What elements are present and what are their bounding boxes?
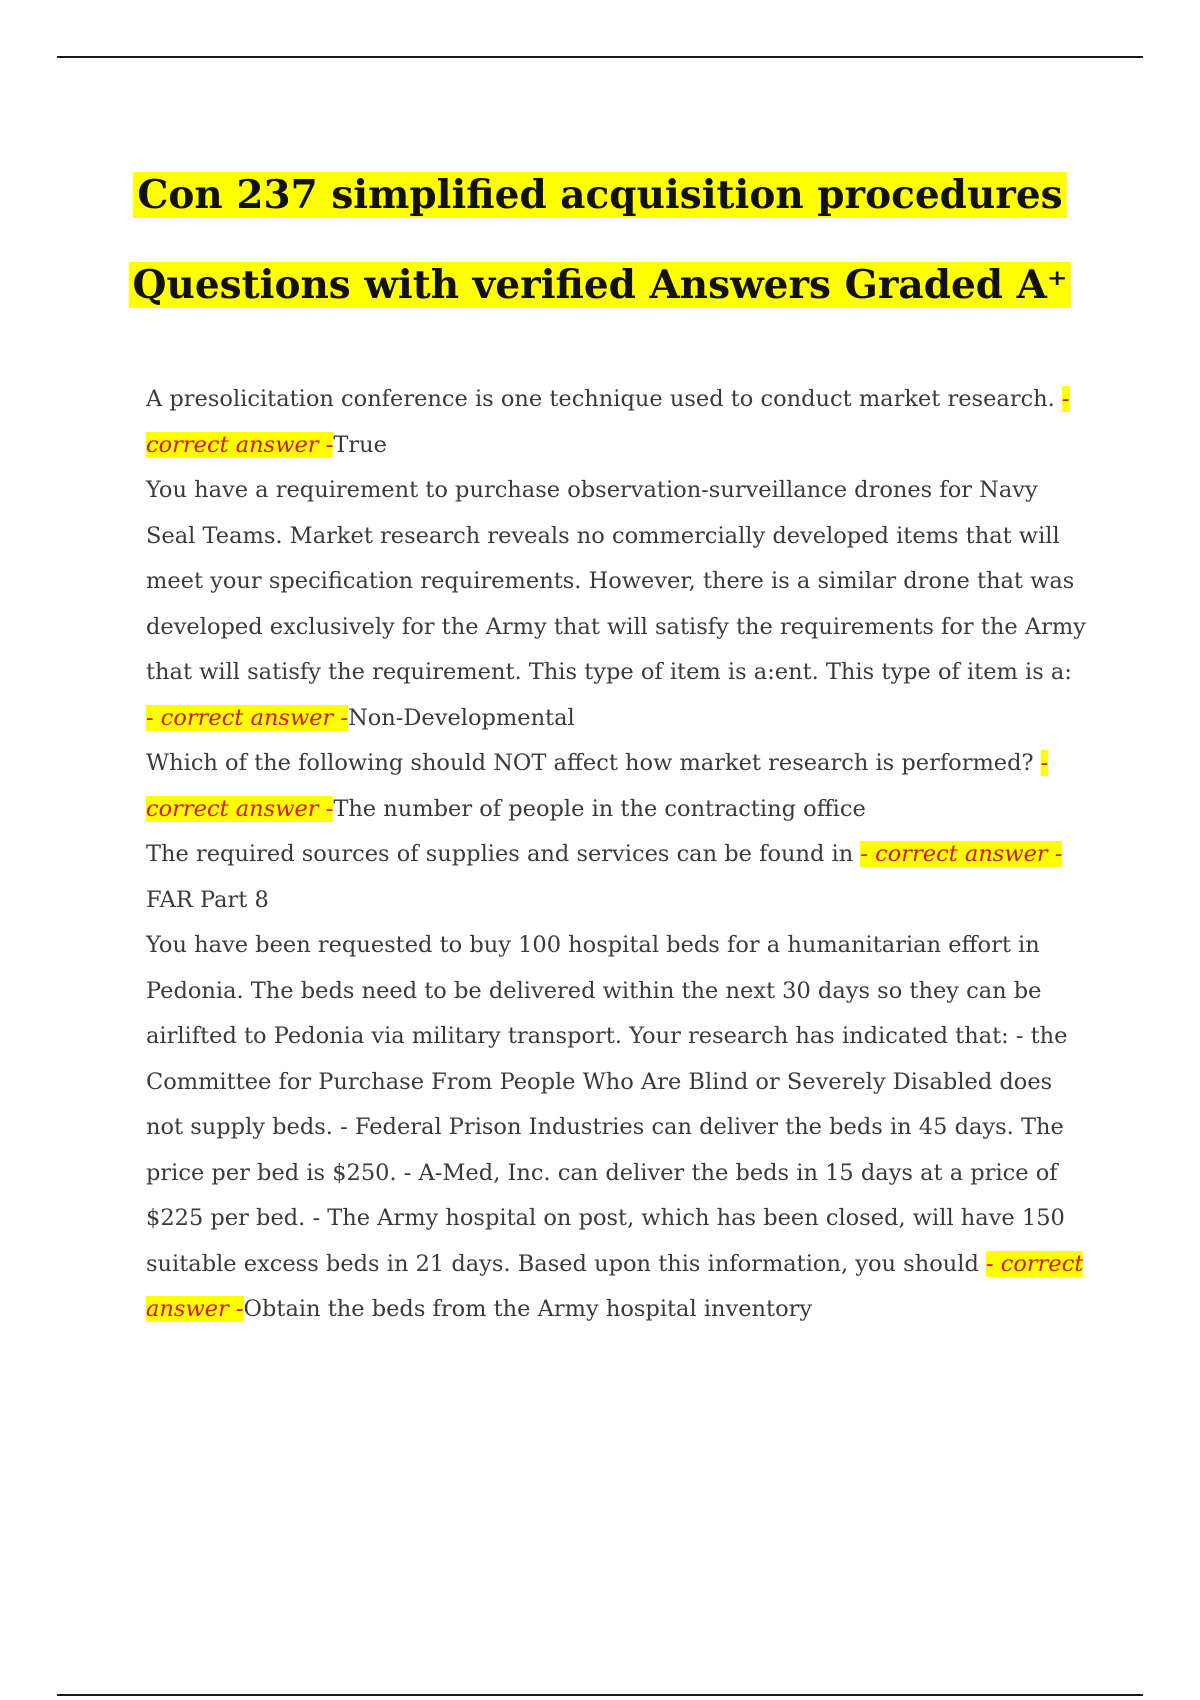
correct-answer-marker: - correct answer -	[146, 386, 1070, 458]
top-rule	[57, 56, 1143, 58]
answer-text: FAR Part 8	[146, 886, 269, 913]
qa-item	[146, 741, 1086, 832]
answer-text: The number of people in the contracting office	[333, 795, 866, 822]
answer-text: Non-Developmental	[348, 704, 575, 731]
question-text: You have been requested to buy 100 hospital beds for a humanitarian effort in Pedonia. The beds need to be delivered within the next 30 days so they can be airlifted to Pedonia via military transport. Your research has indicated that: - the Committee for Purchase From People Who Are Blind or Severely Disabled does not supply beds. - Federal Prison Industries can deliver the beds in 45 days. The price per bed is $250. - A-Med, Inc. can deliver the beds in 15 days at a price of $225 per bed. - The Army hospital on post, which has been closed, will have 150 suitable excess beds in 21 days. Based upon this information, you should	[146, 932, 1068, 1277]
document-title	[0, 150, 1200, 330]
qa-item	[146, 923, 1086, 1333]
question-text: A presolicitation conference is one technique used to conduct market research.	[146, 386, 1062, 412]
qa-item	[146, 832, 1086, 923]
answer-text: Obtain the beds from the Army hospital inventory	[243, 1296, 813, 1322]
correct-answer-marker: - correct answer -	[146, 750, 1049, 822]
qa-list	[146, 377, 1086, 1333]
correct-answer-marker: - correct answer -	[146, 704, 349, 731]
answer-text: True	[333, 431, 387, 458]
question-text: You have a requirement to purchase observation-surveillance drones for Navy Seal Teams. Market research reveals no commercially developed items that will meet your specification requirements. However, there is a similar drone that was developed exclusively for the Army that will satisfy the requirements for the Army that will satisfy the requirement. This type of item is a:ent. This type of item is a:	[146, 477, 1086, 685]
correct-answer-marker: - correct answer -	[860, 841, 1063, 867]
question-text: The required sources of supplies and services can be found in	[146, 841, 861, 867]
title-line-1-text: Con 237 simplified acquisition procedures	[133, 172, 1066, 218]
qa-item	[146, 468, 1086, 741]
title-line-2-text: Questions with verified Answers Graded A⁺	[129, 262, 1072, 308]
question-text: Which of the following should NOT affect how market research is performed?	[146, 750, 1041, 776]
title-line-1	[0, 150, 1200, 240]
qa-item	[146, 377, 1086, 468]
bottom-rule	[57, 1694, 1143, 1696]
title-line-2	[0, 240, 1200, 330]
correct-answer-marker: - correct answer -	[146, 1250, 1084, 1322]
